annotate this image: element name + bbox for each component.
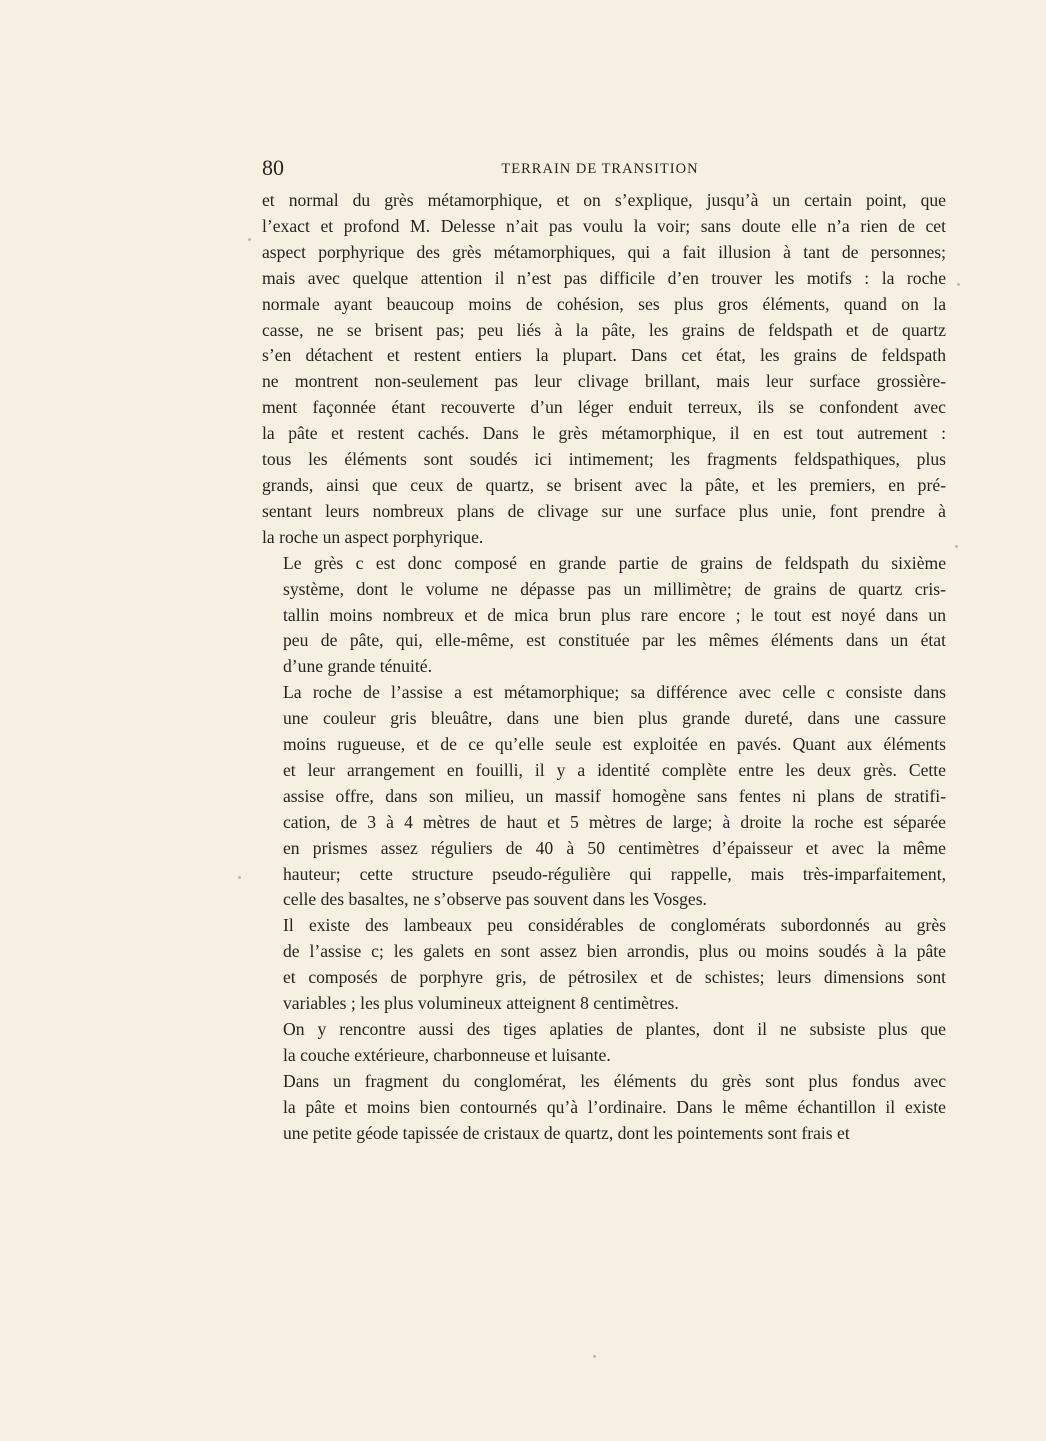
- text-line: tous les éléments sont soudés ici intimement; les fragments feldspathiques, plus: [262, 449, 946, 470]
- text-line: d’une grande ténuité.: [283, 656, 432, 677]
- text-line: cation, de 3 à 4 mètres de haut et 5 mètres de large; à droite la roche est séparée: [283, 811, 946, 832]
- text-line: mais avec quelque attention il n’est pas difficile d’en trouver les motifs : la roche: [262, 267, 946, 288]
- body-text: [262, 188, 946, 1147]
- text-line: La roche de l’assise a est métamorphique; sa différence avec celle c consiste dans: [283, 682, 946, 703]
- text-line: la pâte et restent cachés. Dans le grès métamorphique, il en est tout autrement :: [262, 423, 946, 444]
- text-line: assise offre, dans son milieu, un massif homogène sans fentes ni plans de stratifi-: [283, 785, 946, 806]
- text-line: la pâte et moins bien contournés qu’à l’ordinaire. Dans le même échantillon il existe: [283, 1096, 946, 1117]
- running-title: TERRAIN DE TRANSITION: [501, 161, 699, 177]
- text-line: casse, ne se brisent pas; peu liés à la pâte, les grains de feldspath et de quartz: [262, 319, 946, 340]
- text-line: ne montrent non-seulement pas leur clivage brillant, mais leur surface grossière-: [262, 371, 946, 392]
- paper-speck: [248, 238, 251, 241]
- paper-speck: [955, 545, 958, 548]
- paragraph: [262, 1069, 946, 1147]
- text-line: et normal du grès métamorphique, et on s’explique, jusqu’à un certain point, que: [262, 190, 946, 210]
- paragraph: [262, 913, 946, 1017]
- page-number: 80: [262, 155, 284, 180]
- text-line: peu de pâte, qui, elle-même, est constituée par les mêmes éléments dans un état: [283, 630, 946, 651]
- text-line: tallin moins nombreux et de mica brun plus rare encore ; le tout est noyé dans un: [283, 604, 946, 625]
- text-line: une petite géode tapissée de cristaux de quartz, dont les pointements sont frais et: [283, 1122, 850, 1143]
- paragraph: [262, 551, 946, 681]
- text-line: système, dont le volume ne dépasse pas un millimètre; de grains de quartz cris-: [283, 578, 946, 599]
- text-line: aspect porphyrique des grès métamorphiques, qui a fait illusion à tant de personnes;: [262, 241, 946, 262]
- text-line: sentant leurs nombreux plans de clivage sur une surface plus unie, font prendre à: [262, 500, 946, 521]
- paragraph: [262, 188, 946, 551]
- text-line: hauteur; cette structure pseudo-régulière qui rappelle, mais très-imparfaitement,: [283, 863, 946, 884]
- text-line: Il existe des lambeaux peu considérables de conglomérats subordonnés au grès: [283, 915, 946, 936]
- text-line: l’exact et profond M. Delesse n’ait pas voulu la voir; sans doute elle n’a rien de cet: [262, 215, 946, 236]
- text-line: et leur arrangement en fouilli, il y a identité complète entre les deux grès. Cette: [283, 759, 946, 780]
- text-line: On y rencontre aussi des tiges aplaties de plantes, dont il ne subsiste plus que: [283, 1019, 946, 1039]
- text-line: Dans un fragment du conglomérat, les éléments du grès sont plus fondus avec: [283, 1070, 946, 1091]
- text-line: la roche un aspect porphyrique.: [262, 526, 484, 547]
- paper-speck: [957, 283, 960, 286]
- text-line: celle des basaltes, ne s’observe pas souvent dans les Vosges.: [283, 889, 707, 910]
- text-line: Le grès c est donc composé en grande partie de grains de feldspath du sixième: [283, 552, 946, 573]
- text-line: et composés de porphyre gris, de pétrosilex et de schistes; leurs dimensions sont: [283, 967, 946, 988]
- paragraph: [262, 1017, 946, 1069]
- text-line: ment façonnée étant recouverte d’un léger enduit terreux, ils se confondent avec: [262, 397, 946, 418]
- text-line: moins rugueuse, et de ce qu’elle seule est exploitée en pavés. Quant aux éléments: [283, 734, 946, 755]
- text-line: la couche extérieure, charbonneuse et luisante.: [283, 1044, 611, 1065]
- text-line: normale ayant beaucoup moins de cohésion, ses plus gros éléments, quand on la: [262, 293, 946, 314]
- paragraph: [262, 680, 946, 913]
- text-line: en prismes assez réguliers de 40 à 50 centimètres d’épaisseur et avec la même: [283, 837, 946, 858]
- text-line: variables ; les plus volumineux atteignent 8 centimètres.: [283, 993, 679, 1014]
- text-line: grands, ainsi que ceux de quartz, se brisent avec la pâte, et les premiers, en pré-: [262, 474, 946, 495]
- text-line: de l’assise c; les galets en sont assez bien arrondis, plus ou moins soudés à la pâte: [283, 941, 946, 962]
- text-line: une couleur gris bleuâtre, dans une bien plus grande dureté, dans une cassure: [283, 708, 946, 729]
- paper-speck: [238, 876, 241, 879]
- paper-speck: [593, 1355, 596, 1358]
- text-line: s’en détachent et restent entiers la plupart. Dans cet état, les grains de feldspath: [262, 345, 946, 366]
